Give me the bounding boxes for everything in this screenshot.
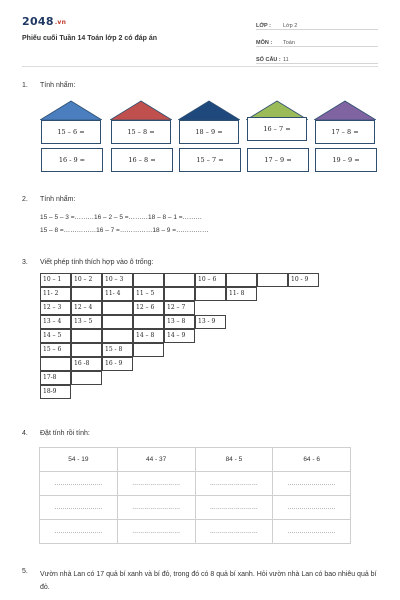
question-text: Đặt tính rồi tính:	[40, 430, 90, 437]
meta-value: 11	[283, 57, 289, 63]
grid-cell-blank[interactable]	[133, 315, 164, 329]
calc-box[interactable]: 16 – 8 =	[111, 148, 173, 172]
grid-cell-expression: 10 - 9	[288, 273, 319, 287]
grid-cell-blank[interactable]	[71, 329, 102, 343]
grid-cell-expression: 11- 4	[102, 287, 133, 301]
grid-cell-blank[interactable]	[164, 273, 195, 287]
answer-line[interactable]: ……………………	[195, 520, 273, 544]
table-row	[40, 472, 351, 496]
grid-cell-expression: 14 – 5	[40, 329, 71, 343]
grid-cell-expression: 10 – 1	[40, 273, 71, 287]
grid-cell-expression: 14 – 8	[133, 329, 164, 343]
roof-icon	[110, 100, 172, 120]
answer-line[interactable]: ……………………	[195, 496, 273, 520]
answer-line[interactable]: ……………………	[117, 520, 195, 544]
question-text: Tính nhẩm:	[40, 82, 76, 89]
grid-cell-expression: 12 – 3	[40, 301, 71, 315]
grid-cell-blank[interactable]	[102, 301, 133, 315]
logo-suffix: .vn	[54, 19, 67, 26]
grid-cell-expression: 11 – 5	[133, 287, 164, 301]
question-number: 4.	[22, 430, 28, 437]
grid-cell-expression: 16 - 9	[102, 357, 133, 371]
meta-value: Toán	[283, 40, 295, 46]
answer-line[interactable]: ……………………	[195, 472, 273, 496]
meta-row-count	[256, 47, 378, 64]
roof-icon	[178, 100, 240, 120]
grid-cell-expression: 11- 2	[40, 287, 71, 301]
grid-cell-blank[interactable]	[226, 273, 257, 287]
question-number: 2.	[22, 196, 28, 203]
grid-cell-expression: 12 – 7	[164, 301, 195, 315]
grid-cell-expression: 18-9	[40, 385, 71, 399]
table-row	[40, 496, 351, 520]
question-1-title	[22, 82, 75, 89]
grid-cell-expression: 13 – 4	[40, 315, 71, 329]
house-expression[interactable]: 15 – 6 =	[41, 120, 101, 144]
roof-icon	[314, 100, 376, 120]
meta-label: MÔN :	[256, 40, 273, 46]
grid-cell-expression: 10 – 2	[71, 273, 102, 287]
grid-cell-expression: 17-8	[40, 371, 71, 385]
table-header-cell: 64 - 6	[273, 448, 351, 472]
grid-cell-blank[interactable]	[102, 329, 133, 343]
question-5-text: Vườn nhà Lan có 17 quả bí xanh và bí đỏ, trong đó có 8 quả bí xanh. Hỏi vườn nhà Lan có bao nhiêu quả bí đỏ.	[40, 571, 377, 591]
grid-cell-expression: 12 – 6	[133, 301, 164, 315]
roof-icon	[40, 100, 102, 120]
calc-box[interactable]: 15 – 7 =	[179, 148, 241, 172]
grid-cell-expression: 10 – 6	[195, 273, 226, 287]
grid-cell-blank[interactable]	[164, 287, 195, 301]
grid-cell-blank[interactable]	[71, 287, 102, 301]
calc-box[interactable]: 17 – 9 =	[247, 148, 309, 172]
answer-line[interactable]: ……………………	[117, 472, 195, 496]
question-4-title	[22, 430, 90, 437]
grid-cell-blank[interactable]	[133, 343, 164, 357]
calc-box[interactable]: 16 - 9 =	[41, 148, 103, 172]
question-2-title	[22, 196, 75, 203]
column-calc-table	[39, 447, 351, 544]
meta-row-subject	[256, 30, 378, 47]
grid-cell-expression: 15 – 6	[40, 343, 71, 357]
house-expression[interactable]: 18 – 9 =	[179, 120, 239, 144]
meta-row-class	[256, 13, 378, 30]
site-logo[interactable]	[22, 15, 66, 28]
grid-cell-blank[interactable]	[102, 315, 133, 329]
grid-cell-expression: 15 - 8	[102, 343, 133, 357]
answer-line[interactable]: ……………………	[40, 472, 118, 496]
grid-cell-blank[interactable]	[71, 371, 102, 385]
question-text: Viết phép tính thích hợp vào ô trống:	[40, 259, 154, 266]
q2-line-2[interactable]: 15 – 8 =……………16 – 7 =……………18 – 9 =……………	[40, 227, 209, 234]
header-divider	[22, 66, 378, 67]
grid-cell-blank[interactable]	[71, 343, 102, 357]
grid-cell-expression: 10 – 3	[102, 273, 133, 287]
grid-cell-expression: 16 -8	[71, 357, 102, 371]
grid-cell-blank[interactable]	[40, 357, 71, 371]
answer-line[interactable]: ……………………	[273, 496, 351, 520]
grid-cell-blank[interactable]	[133, 273, 164, 287]
grid-cell-expression: 13 – 5	[71, 315, 102, 329]
answer-line[interactable]: ……………………	[273, 472, 351, 496]
meta-value: Lớp 2	[283, 23, 298, 29]
meta-label: LỚP :	[256, 23, 271, 29]
worksheet-title: Phiếu cuối Tuần 14 Toán lớp 2 có đáp án	[22, 35, 158, 42]
grid-cell-expression: 13 – 8	[164, 315, 195, 329]
q2-line-1[interactable]: 15 – 5 – 3 =………16 – 2 – 5 =………18 – 8 – 1 =………	[40, 214, 203, 221]
grid-cell-blank[interactable]	[257, 273, 288, 287]
table-header-cell: 54 - 19	[40, 448, 118, 472]
question-number: 3.	[22, 259, 28, 266]
logo-text: 2048	[22, 15, 54, 28]
question-number: 1.	[22, 82, 28, 89]
answer-line[interactable]: ……………………	[40, 520, 118, 544]
meta-label: SỐ CÂU :	[256, 57, 281, 63]
table-header-cell: 44 - 37	[117, 448, 195, 472]
house-expression[interactable]: 17 – 8 =	[315, 120, 375, 144]
grid-cell-expression: 11- 8	[226, 287, 257, 301]
question-text: Tính nhẩm:	[40, 196, 76, 203]
house-expression[interactable]: 16 – 7 =	[247, 117, 307, 141]
answer-line[interactable]: ……………………	[273, 520, 351, 544]
grid-cell-expression: 13 - 9	[195, 315, 226, 329]
answer-line[interactable]: ……………………	[40, 496, 118, 520]
question-3-title	[22, 259, 153, 266]
answer-line[interactable]: ……………………	[117, 496, 195, 520]
table-header-row	[40, 448, 351, 472]
table-header-cell: 84 - 5	[195, 448, 273, 472]
grid-cell-expression: 12 – 4	[71, 301, 102, 315]
meta-info	[256, 13, 378, 64]
calc-box[interactable]: 19 – 9 =	[315, 148, 377, 172]
question-number: 5.	[22, 568, 28, 575]
table-row	[40, 520, 351, 544]
grid-cell-blank[interactable]	[195, 287, 226, 301]
house-expression[interactable]: 15 – 8 =	[111, 120, 171, 144]
grid-cell-expression: 14 – 9	[164, 329, 195, 343]
